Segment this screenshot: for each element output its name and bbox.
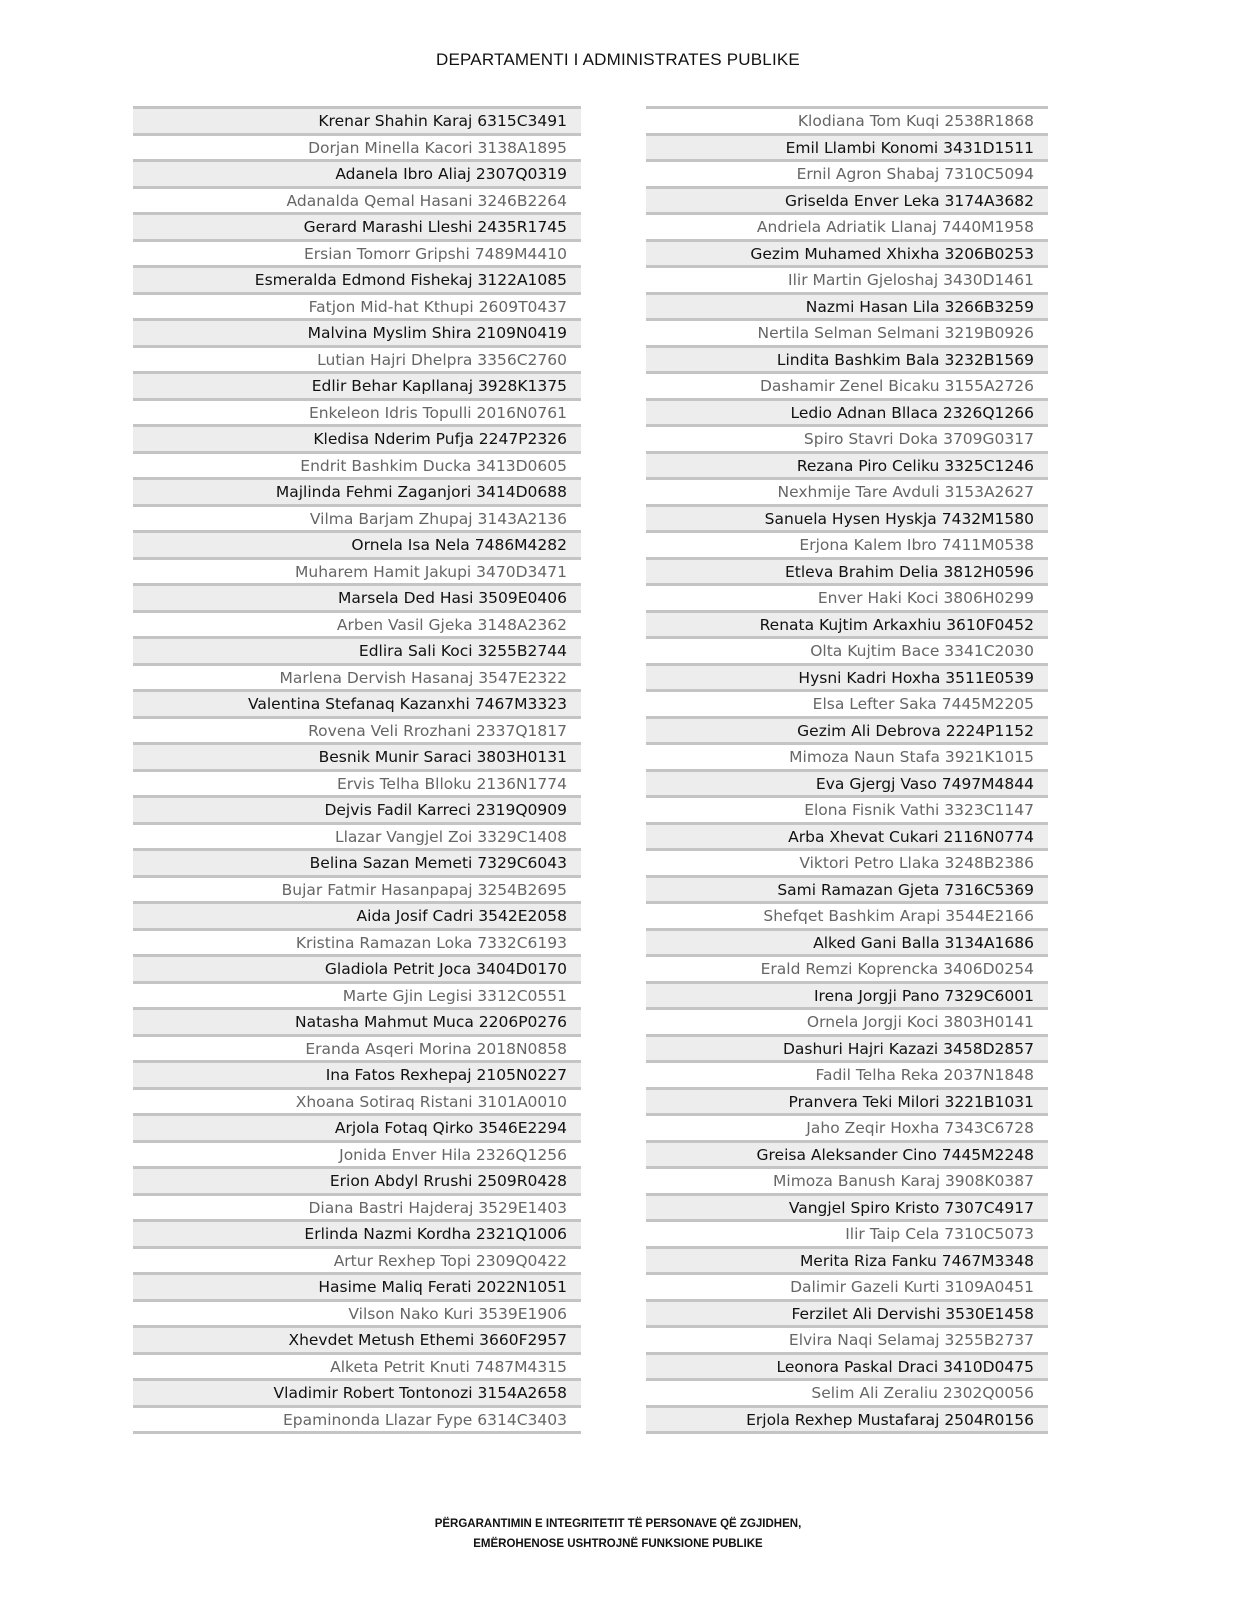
- list-item: Esmeralda Edmond Fishekaj 3122A1085: [133, 265, 581, 292]
- list-item: Ledio Adnan Bllaca 2326Q1266: [646, 398, 1048, 425]
- list-item: Griselda Enver Leka 3174A3682: [646, 186, 1048, 213]
- list-item: Erion Abdyl Rrushi 2509R0428: [133, 1166, 581, 1193]
- list-item: Nexhmije Tare Avduli 3153A2627: [646, 477, 1048, 504]
- list-item: Enver Haki Koci 3806H0299: [646, 583, 1048, 610]
- left-name-list: [133, 106, 581, 1434]
- list-item: Malvina Myslim Shira 2109N0419: [133, 318, 581, 345]
- list-item: Elona Fisnik Vathi 3323C1147: [646, 795, 1048, 822]
- list-bottom-rule: [646, 1431, 1048, 1434]
- list-item: Klodiana Tom Kuqi 2538R1868: [646, 106, 1048, 133]
- footer-line-2: EMËROHENOSE USHTROJNË FUNKSIONE PUBLIKE: [473, 1538, 763, 1550]
- list-item: Krenar Shahin Karaj 6315C3491: [133, 106, 581, 133]
- list-item: Gezim Ali Debrova 2224P1152: [646, 716, 1048, 743]
- list-item: Erjola Rexhep Mustafaraj 2504R0156: [646, 1405, 1048, 1432]
- list-item: Artur Rexhep Topi 2309Q0422: [133, 1246, 581, 1273]
- list-item: Irena Jorgji Pano 7329C6001: [646, 981, 1048, 1008]
- list-item: Enkeleon Idris Topulli 2016N0761: [133, 398, 581, 425]
- list-item: Elsa Lefter Saka 7445M2205: [646, 689, 1048, 716]
- list-item: Ersian Tomorr Gripshi 7489M4410: [133, 239, 581, 266]
- list-item: Natasha Mahmut Muca 2206P0276: [133, 1007, 581, 1034]
- list-item: Ornela Jorgji Koci 3803H0141: [646, 1007, 1048, 1034]
- list-item: Eranda Asqeri Morina 2018N0858: [133, 1034, 581, 1061]
- list-item: Epaminonda Llazar Fype 6314C3403: [133, 1405, 581, 1432]
- list-item: Edlira Sali Koci 3255B2744: [133, 636, 581, 663]
- list-item: Arjola Fotaq Qirko 3546E2294: [133, 1113, 581, 1140]
- list-item: Ornela Isa Nela 7486M4282: [133, 530, 581, 557]
- list-item: Dashuri Hajri Kazazi 3458D2857: [646, 1034, 1048, 1061]
- list-item: Marsela Ded Hasi 3509E0406: [133, 583, 581, 610]
- list-item: Hasime Maliq Ferati 2022N1051: [133, 1272, 581, 1299]
- list-item: Gladiola Petrit Joca 3404D0170: [133, 954, 581, 981]
- list-item: Viktori Petro Llaka 3248B2386: [646, 848, 1048, 875]
- list-item: Olta Kujtim Bace 3341C2030: [646, 636, 1048, 663]
- list-item: Alked Gani Balla 3134A1686: [646, 928, 1048, 955]
- list-item: Xhoana Sotiraq Ristani 3101A0010: [133, 1087, 581, 1114]
- list-item: Besnik Munir Saraci 3803H0131: [133, 742, 581, 769]
- list-item: Edlir Behar Kapllanaj 3928K1375: [133, 371, 581, 398]
- list-item: Pranvera Teki Milori 3221B1031: [646, 1087, 1048, 1114]
- list-item: Ilir Taip Cela 7310C5073: [646, 1219, 1048, 1246]
- list-item: Sami Ramazan Gjeta 7316C5369: [646, 875, 1048, 902]
- list-item: Emil Llambi Konomi 3431D1511: [646, 133, 1048, 160]
- list-item: Adanela Ibro Aliaj 2307Q0319: [133, 159, 581, 186]
- list-item: Erald Remzi Koprencka 3406D0254: [646, 954, 1048, 981]
- list-item: Dashamir Zenel Bicaku 3155A2726: [646, 371, 1048, 398]
- list-item: Lutian Hajri Dhelpra 3356C2760: [133, 345, 581, 372]
- list-item: Kristina Ramazan Loka 7332C6193: [133, 928, 581, 955]
- list-item: Elvira Naqi Selamaj 3255B2737: [646, 1325, 1048, 1352]
- list-item: Ervis Telha Blloku 2136N1774: [133, 769, 581, 796]
- list-item: Ernil Agron Shabaj 7310C5094: [646, 159, 1048, 186]
- list-item: Gerard Marashi Lleshi 2435R1745: [133, 212, 581, 239]
- list-item: Selim Ali Zeraliu 2302Q0056: [646, 1378, 1048, 1405]
- list-item: Eva Gjergj Vaso 7497M4844: [646, 769, 1048, 796]
- list-item: Vladimir Robert Tontonozi 3154A2658: [133, 1378, 581, 1405]
- list-item: Jonida Enver Hila 2326Q1256: [133, 1140, 581, 1167]
- list-item: Xhevdet Metush Ethemi 3660F2957: [133, 1325, 581, 1352]
- list-item: Mimoza Naun Stafa 3921K1015: [646, 742, 1048, 769]
- page-title: DEPARTAMENTI I ADMINISTRATES PUBLIKE: [436, 50, 800, 69]
- list-item: Andriela Adriatik Llanaj 7440M1958: [646, 212, 1048, 239]
- right-name-list: [646, 106, 1048, 1434]
- list-item: Nazmi Hasan Lila 3266B3259: [646, 292, 1048, 319]
- list-bottom-rule: [133, 1431, 581, 1434]
- list-item: Belina Sazan Memeti 7329C6043: [133, 848, 581, 875]
- list-item: Majlinda Fehmi Zaganjori 3414D0688: [133, 477, 581, 504]
- list-item: Aida Josif Cadri 3542E2058: [133, 901, 581, 928]
- page-footer: [0, 1514, 1236, 1554]
- list-item: Lindita Bashkim Bala 3232B1569: [646, 345, 1048, 372]
- list-item: Rezana Piro Celiku 3325C1246: [646, 451, 1048, 478]
- list-item: Diana Bastri Hajderaj 3529E1403: [133, 1193, 581, 1220]
- list-item: Ilir Martin Gjeloshaj 3430D1461: [646, 265, 1048, 292]
- list-item: Vangjel Spiro Kristo 7307C4917: [646, 1193, 1048, 1220]
- list-item: Shefqet Bashkim Arapi 3544E2166: [646, 901, 1048, 928]
- list-item: Ferzilet Ali Dervishi 3530E1458: [646, 1299, 1048, 1326]
- list-item: Adanalda Qemal Hasani 3246B2264: [133, 186, 581, 213]
- list-item: Leonora Paskal Draci 3410D0475: [646, 1352, 1048, 1379]
- list-item: Bujar Fatmir Hasanpapaj 3254B2695: [133, 875, 581, 902]
- list-item: Arba Xhevat Cukari 2116N0774: [646, 822, 1048, 849]
- list-item: Rovena Veli Rrozhani 2337Q1817: [133, 716, 581, 743]
- list-item: Gezim Muhamed Xhixha 3206B0253: [646, 239, 1048, 266]
- list-item: Marte Gjin Legisi 3312C0551: [133, 981, 581, 1008]
- list-item: Mimoza Banush Karaj 3908K0387: [646, 1166, 1048, 1193]
- list-item: Spiro Stavri Doka 3709G0317: [646, 424, 1048, 451]
- list-item: Valentina Stefanaq Kazanxhi 7467M3323: [133, 689, 581, 716]
- list-item: Merita Riza Fanku 7467M3348: [646, 1246, 1048, 1273]
- list-item: Dejvis Fadil Karreci 2319Q0909: [133, 795, 581, 822]
- list-item: Fadil Telha Reka 2037N1848: [646, 1060, 1048, 1087]
- list-item: Nertila Selman Selmani 3219B0926: [646, 318, 1048, 345]
- list-item: Vilson Nako Kuri 3539E1906: [133, 1299, 581, 1326]
- list-item: Muharem Hamit Jakupi 3470D3471: [133, 557, 581, 584]
- list-item: Dorjan Minella Kacori 3138A1895: [133, 133, 581, 160]
- list-item: Kledisa Nderim Pufja 2247P2326: [133, 424, 581, 451]
- list-item: Alketa Petrit Knuti 7487M4315: [133, 1352, 581, 1379]
- list-item: Endrit Bashkim Ducka 3413D0605: [133, 451, 581, 478]
- list-item: Dalimir Gazeli Kurti 3109A0451: [646, 1272, 1048, 1299]
- list-item: Fatjon Mid-hat Kthupi 2609T0437: [133, 292, 581, 319]
- list-item: Erlinda Nazmi Kordha 2321Q1006: [133, 1219, 581, 1246]
- footer-line-1: PËRGARANTIMIN E INTEGRITETIT TË PERSONAVE QË ZGJIDHEN,: [434, 1518, 802, 1530]
- list-item: Hysni Kadri Hoxha 3511E0539: [646, 663, 1048, 690]
- list-item: Erjona Kalem Ibro 7411M0538: [646, 530, 1048, 557]
- list-item: Renata Kujtim Arkaxhiu 3610F0452: [646, 610, 1048, 637]
- list-item: Vilma Barjam Zhupaj 3143A2136: [133, 504, 581, 531]
- list-item: Sanuela Hysen Hyskja 7432M1580: [646, 504, 1048, 531]
- list-item: Ina Fatos Rexhepaj 2105N0227: [133, 1060, 581, 1087]
- list-item: Jaho Zeqir Hoxha 7343C6728: [646, 1113, 1048, 1140]
- list-item: Marlena Dervish Hasanaj 3547E2322: [133, 663, 581, 690]
- list-item: Etleva Brahim Delia 3812H0596: [646, 557, 1048, 584]
- list-item: Llazar Vangjel Zoi 3329C1408: [133, 822, 581, 849]
- list-item: Arben Vasil Gjeka 3148A2362: [133, 610, 581, 637]
- list-item: Greisa Aleksander Cino 7445M2248: [646, 1140, 1048, 1167]
